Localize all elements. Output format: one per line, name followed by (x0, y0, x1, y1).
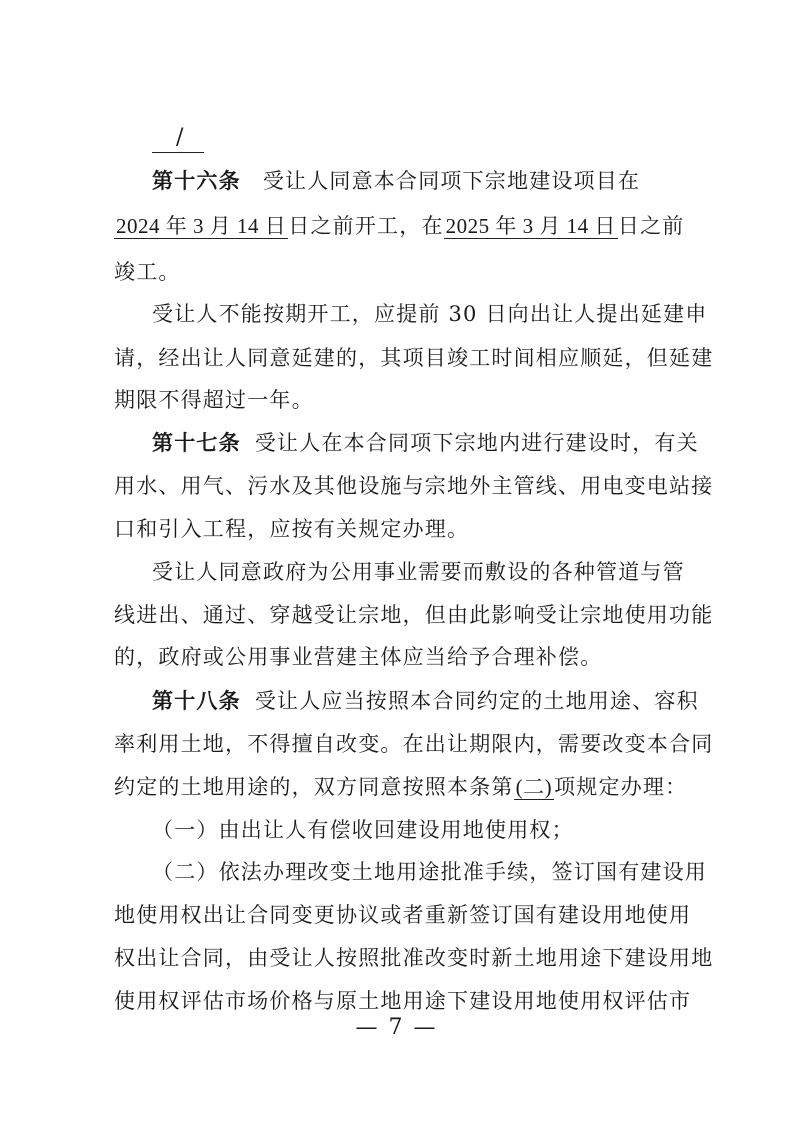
art18-option2-line4: 使用权评估市场价格与原土地用途下建设用地使用权评估市 (114, 989, 692, 1013)
art18-line3: 约定的土地用途的，双方同意按照本条第(二)项规定办理： (114, 775, 688, 799)
art17-p2-line2: 线进出、通过、穿越受让宗地，但由此影响受让宗地使用功能 (114, 603, 714, 627)
completion-date: 2025 年 3 月 14 日 (445, 214, 616, 238)
art18-line2: 率利用土地，不得擅自改变。在出让期限内，需要改变本合同 (114, 732, 714, 756)
art16-p2-line2: 请，经出让人同意延建的，其项目竣工时间相应顺延，但延建 (114, 346, 714, 370)
page-number: — 7 — (355, 1015, 438, 1040)
art18-line1: 第十八条 受让人应当按照本合同约定的土地用途、容积 (152, 688, 699, 713)
blank-fill-mark: / (152, 124, 204, 153)
art17-line1: 第十七条 受让人在本合同项下宗地内进行建设时，有关 (152, 430, 699, 455)
art16-line1: 第十六条 受让人同意本合同项下宗地建设项目在 (152, 168, 641, 193)
art17-title: 第十七条 (152, 430, 241, 455)
art17-p2-line1: 受让人同意政府为公用事业需要而敷设的各种管道与管 (152, 560, 685, 584)
art18-option2-line1: （二）依法办理改变土地用途批准手续，签订国有建设用 (152, 860, 707, 884)
art18-option2-line3: 权出让合同，由受让人按照批准改变时新土地用途下建设用地 (114, 946, 714, 970)
art18-option1: （一）由出让人有偿收回建设用地使用权； (152, 818, 574, 842)
art16-p2-line1: 受让人不能按期开工，应提前 30 日向出让人提出延建申 (152, 302, 708, 326)
art17-line3: 口和引入工程，应按有关规定办理。 (114, 517, 470, 541)
selected-option: (二) (515, 775, 553, 799)
art16-line2: 2024 年 3 月 14 日日之前开工，在2025 年 3 月 14 日日之前 (116, 214, 685, 238)
art18-option2-line2: 地使用权出让合同变更协议或者重新签订国有建设用地使用 (114, 903, 692, 927)
art16-p2-line3: 期限不得超过一年。 (114, 388, 314, 412)
art16-line3: 竣工。 (114, 260, 181, 284)
art17-p2-line3: 的，政府或公用事业营建主体应当给予合理补偿。 (114, 645, 603, 669)
art16-title: 第十六条 (152, 168, 241, 193)
art18-title: 第十八条 (152, 688, 241, 713)
start-date: 2024 年 3 月 14 日 (116, 214, 287, 238)
art17-line2: 用水、用气、污水及其他设施与宗地外主管线、用电变电站接 (114, 474, 714, 498)
